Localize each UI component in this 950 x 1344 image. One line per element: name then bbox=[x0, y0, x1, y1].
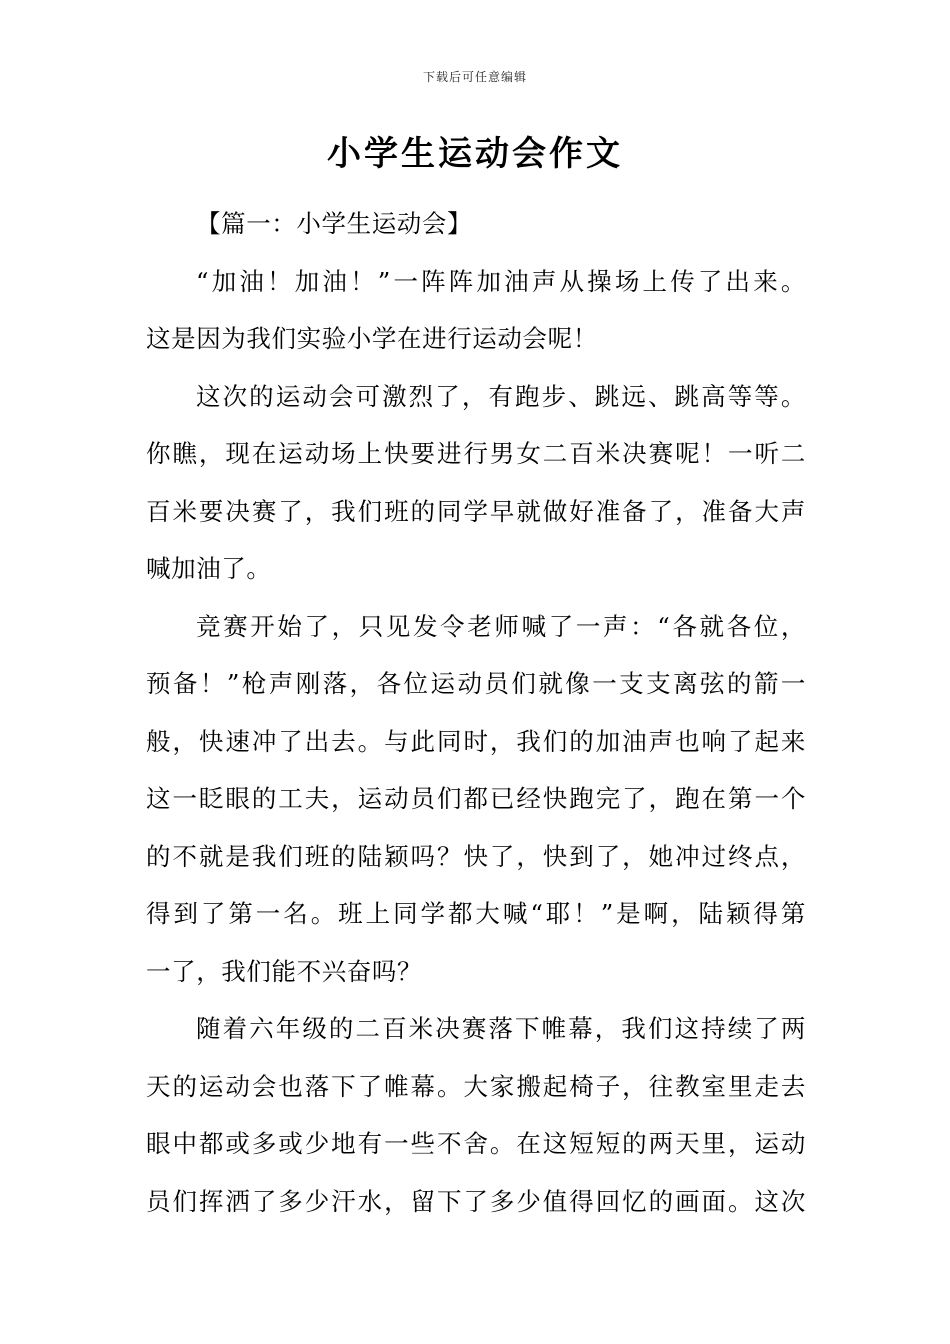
paragraph bbox=[146, 253, 806, 368]
paragraph-line: 天的运动会也落下了帷幕。大家搬起椅子，往教室里走去 bbox=[146, 1071, 806, 1101]
paragraph-line: 你瞧，现在运动场上快要进行男女二百米决赛呢！一听二 bbox=[146, 439, 806, 468]
paragraph-line: 这次的运动会可激烈了，有跑步、跳远、跳高等等。 bbox=[196, 381, 806, 411]
paragraph bbox=[146, 598, 806, 1001]
paragraph-line: 喊加油了。 bbox=[146, 554, 272, 583]
header-note: 下载后可任意编辑 bbox=[422, 70, 527, 84]
paragraph bbox=[146, 368, 806, 598]
paragraph-line: 员们挥洒了多少汗水，留下了多少值得回忆的画面。这次 bbox=[146, 1186, 806, 1216]
paragraph-line: 百米要决赛了，我们班的同学早就做好准备了，准备大声 bbox=[146, 496, 806, 526]
paragraph-line: 眼中都或多或少地有一些不舍。在这短短的两天里，运动 bbox=[146, 1129, 806, 1158]
paragraph bbox=[146, 1000, 806, 1230]
section-heading: 【篇一：小学生运动会】 bbox=[196, 209, 473, 238]
document-title: 小学生运动会作文 bbox=[327, 134, 623, 174]
paragraph-line: 这是因为我们实验小学在进行运动会呢！ bbox=[146, 324, 598, 353]
paragraph-line: 得到了第一名。班上同学都大喊“耶！”是啊，陆颖得第 bbox=[146, 899, 806, 928]
paragraph-line: 随着六年级的二百米决赛落下帷幕，我们这持续了两 bbox=[196, 1014, 806, 1043]
document-body bbox=[146, 195, 806, 1230]
paragraph-line: 预备！”枪声刚落，各位运动员们就像一支支离弦的箭一 bbox=[146, 669, 806, 698]
paragraph-line: 一了，我们能不兴奋吗？ bbox=[146, 956, 423, 986]
paragraph-line: 的不就是我们班的陆颖吗？快了，快到了，她冲过终点， bbox=[146, 841, 806, 871]
paragraph-line: 竞赛开始了，只见发令老师喊了一声：“各就各位， bbox=[196, 611, 806, 641]
paragraph-line: 般，快速冲了出去。与此同时，我们的加油声也响了起来 bbox=[146, 726, 806, 756]
paragraph-line: “加油！加油！”一阵阵加油声从操场上传了出来。 bbox=[196, 266, 806, 296]
paragraph-line: 这一眨眼的工夫，运动员们都已经快跑完了，跑在第一个 bbox=[146, 784, 806, 813]
